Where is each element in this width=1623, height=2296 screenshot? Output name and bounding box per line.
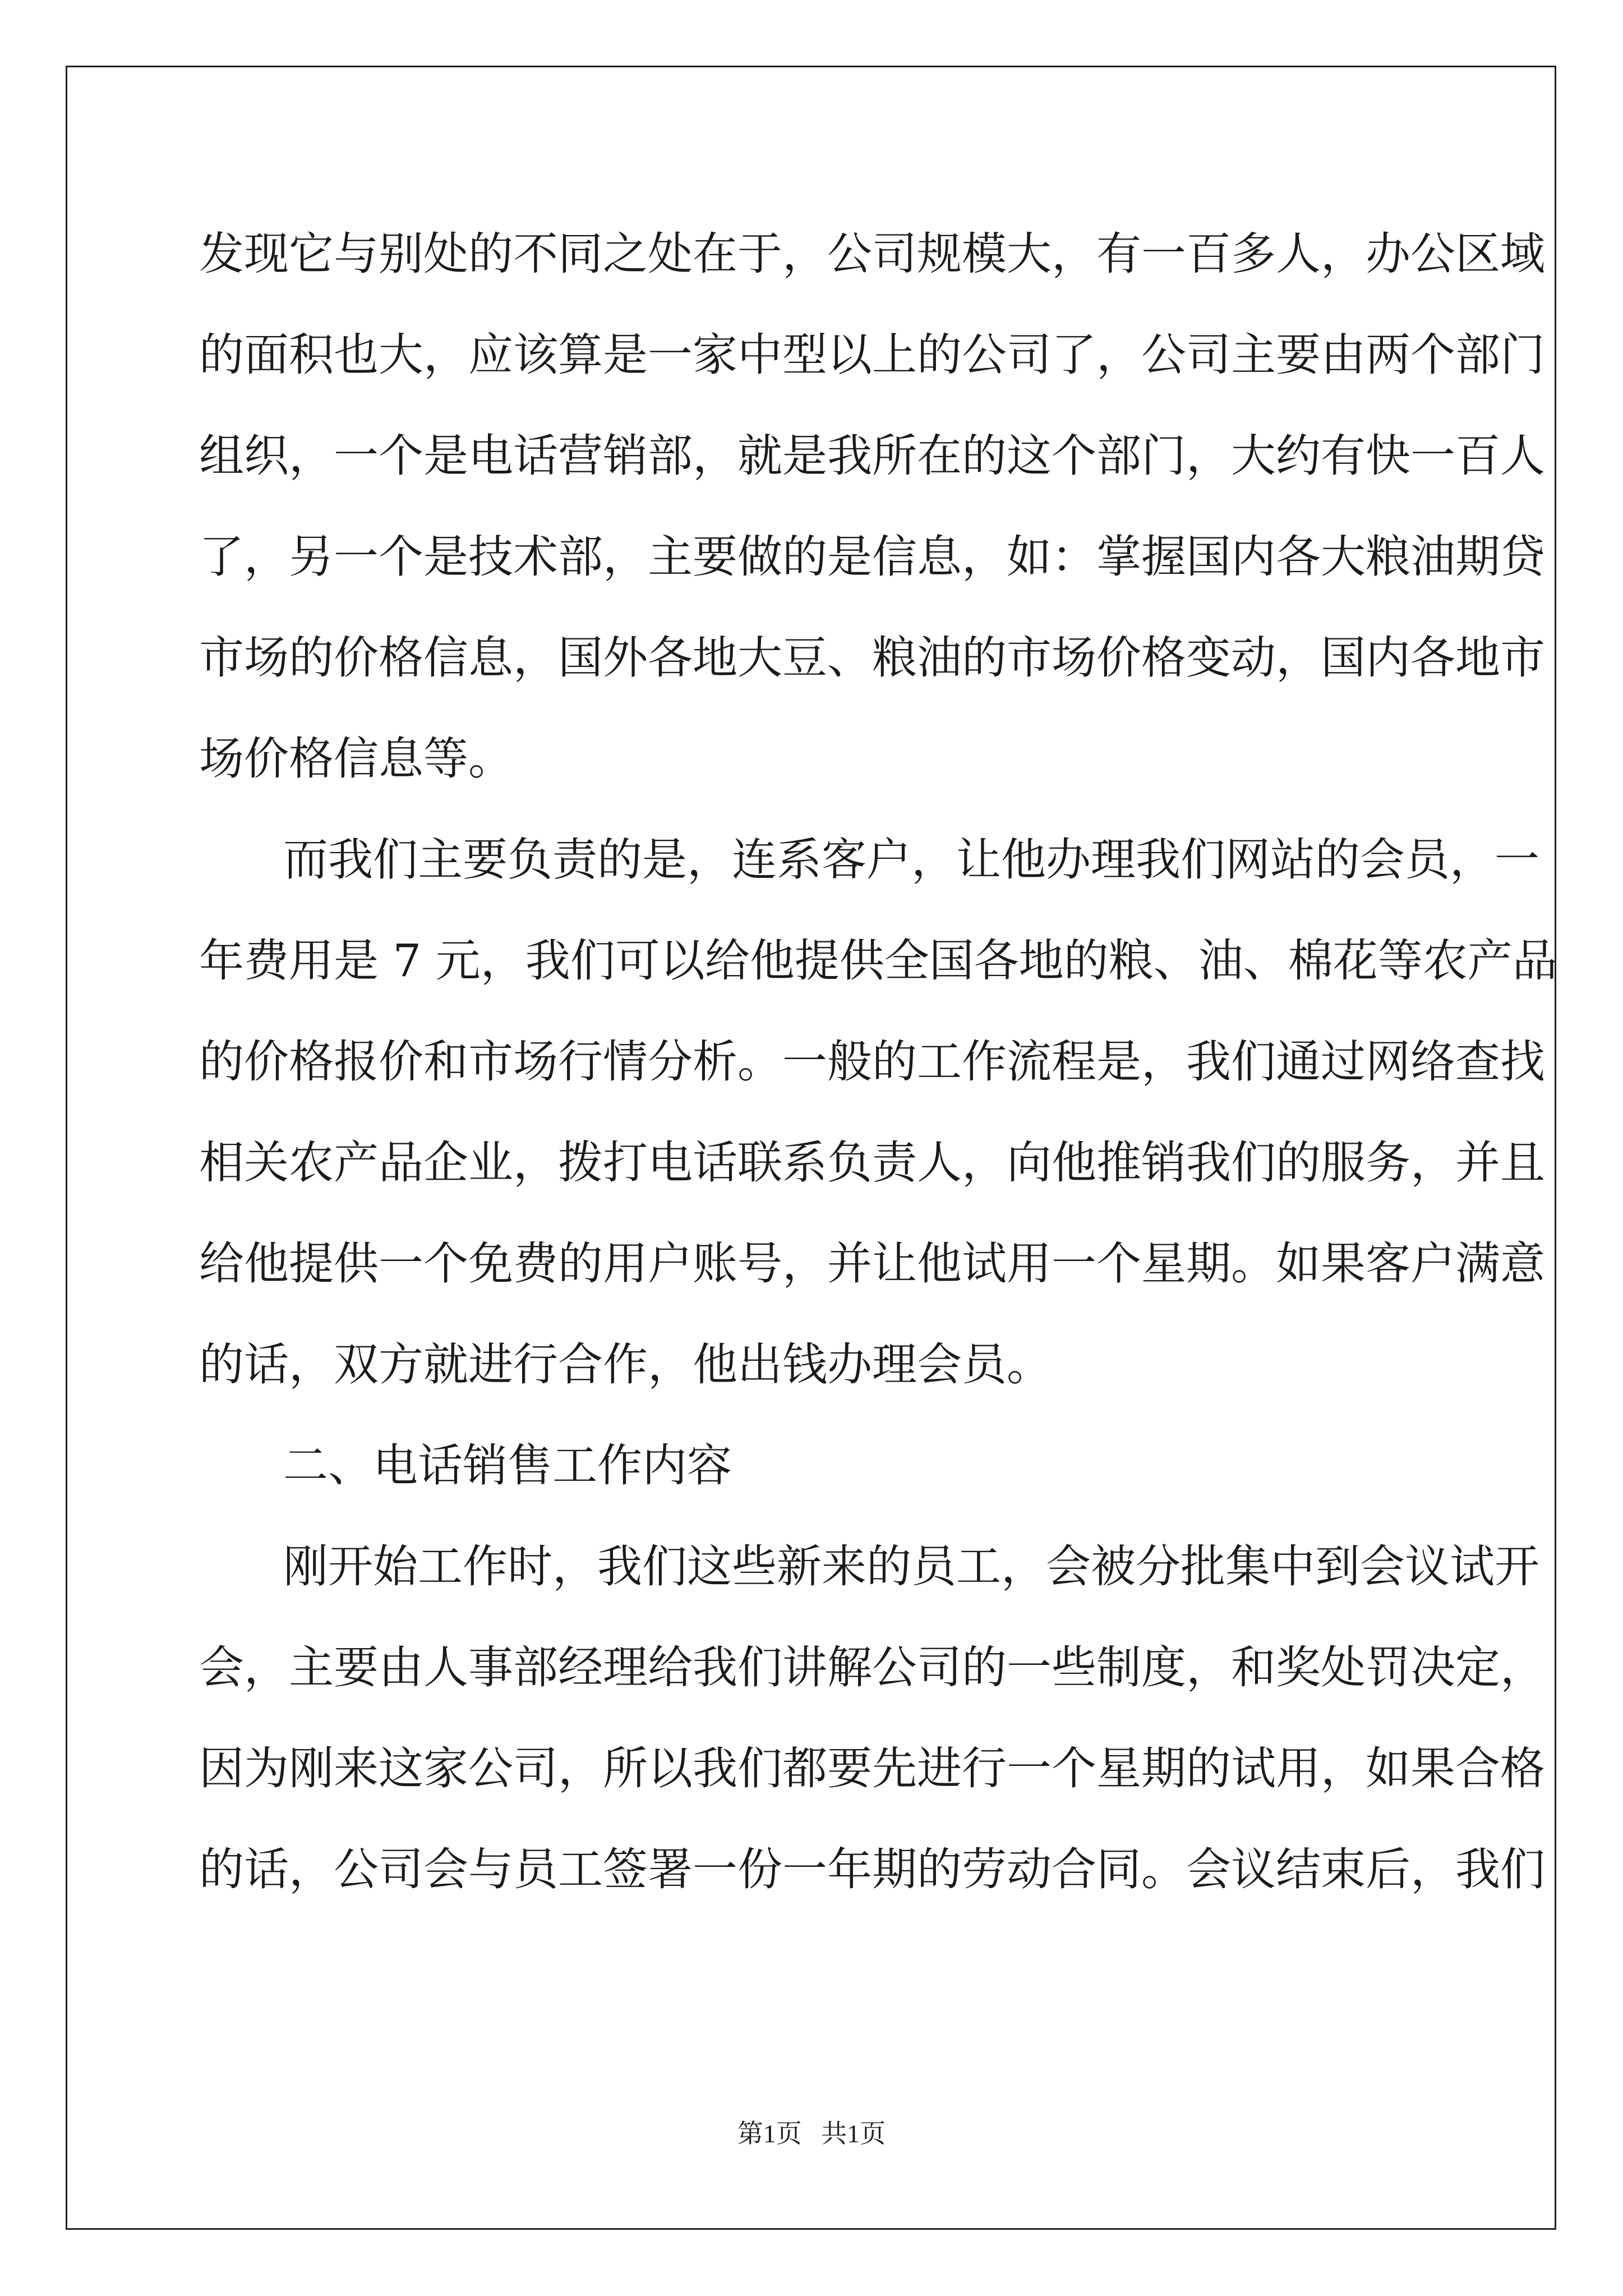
- text-line-6: 场价格信息等。: [199, 733, 513, 785]
- text-line-14: 刚开始工作时，我们这些新来的员工，会被分批集中到会议试开: [283, 1540, 1539, 1593]
- text-line-15: 会，主要由人事部经理给我们讲解公司的一些制度，和奖处罚决定，: [199, 1641, 1545, 1694]
- text-line-7: 而我们主要负责的是，连系客户，让他办理我们网站的会员，一: [283, 834, 1539, 886]
- text-line-17: 的话，公司会与员工签署一份一年期的劳动合同。会议结束后，我们: [199, 1843, 1545, 1895]
- text-line-9: 的价格报价和市场行情分析。一般的工作流程是，我们通过网络查找: [199, 1036, 1545, 1088]
- page-number-text: 第1页 共1页: [737, 2119, 886, 2148]
- text-line-12: 的话，双方就进行合作，他出钱办理会员。: [199, 1338, 1052, 1391]
- text-line-10: 相关农产品企业，拨打电话联系负责人，向他推销我们的服务，并且: [199, 1137, 1545, 1189]
- text-line-1: 发现它与别处的不同之处在于，公司规模大，有一百多人，办公区域: [199, 228, 1545, 280]
- text-line-2: 的面积也大，应该算是一家中型以上的公司了，公司主要由两个部门: [199, 329, 1545, 381]
- text-line-4: 了，另一个是技术部，主要做的是信息，如：掌握国内各大粮油期贷: [199, 531, 1545, 583]
- text-line-16: 因为刚来这家公司，所以我们都要先进行一个星期的试用，如果合格: [199, 1742, 1545, 1795]
- page-footer: [0, 2118, 1623, 2150]
- text-line-8: 年费用是 7 元，我们可以给他提供全国各地的粮、油、棉花等农产品: [199, 935, 1557, 987]
- text-line-3: 组织，一个是电话营销部，就是我所在的这个部门，大约有快一百人: [199, 430, 1545, 482]
- section-heading: 二、电话销售工作内容: [283, 1439, 732, 1492]
- text-line-11: 给他提供一个免费的用户账号，并让他试用一个星期。如果客户满意: [199, 1237, 1545, 1290]
- text-line-5: 市场的价格信息，国外各地大豆、粮油的市场价格变动，国内各地市: [199, 632, 1545, 684]
